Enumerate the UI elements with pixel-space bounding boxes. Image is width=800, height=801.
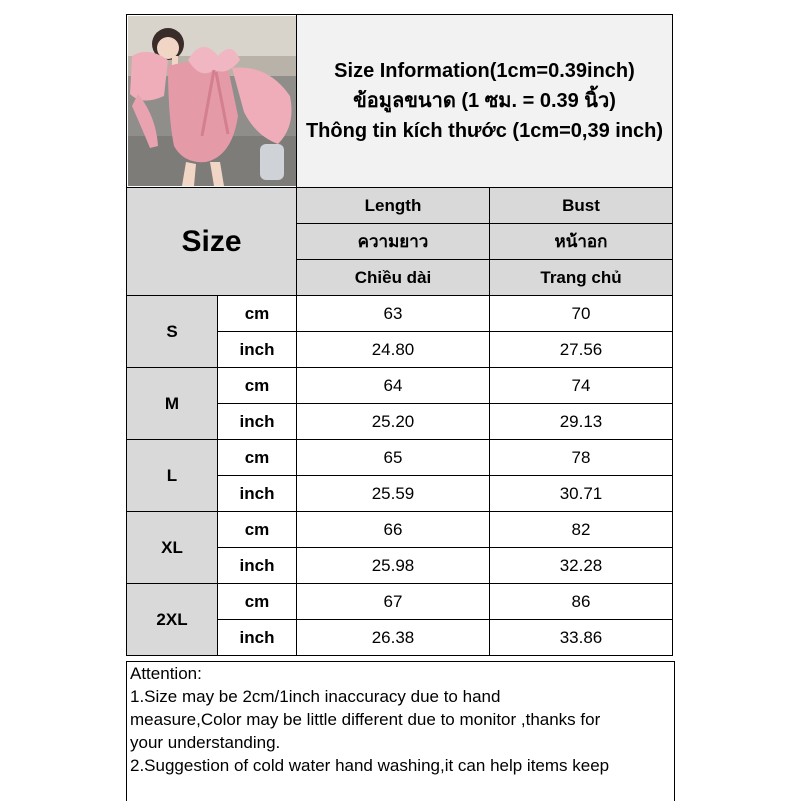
info-line-vietnamese: Thông tin kích thước (1cm=0,39 inch) — [305, 120, 664, 142]
attention-notes — [126, 661, 675, 801]
unit-inch: inch — [218, 548, 297, 584]
l-length-cm: 65 — [297, 440, 490, 476]
unit-inch: inch — [218, 404, 297, 440]
s-bust-inch: 27.56 — [490, 332, 673, 368]
notes-line: measure,Color may be little different due to monitor ,thanks for — [130, 710, 601, 729]
size-label-m: M — [127, 368, 218, 440]
notes-line: your understanding. — [130, 733, 281, 752]
notes-heading: Attention: — [130, 664, 202, 683]
xl-length-cm: 66 — [297, 512, 490, 548]
size-column-header: Size — [127, 188, 297, 296]
size-label-xl: XL — [127, 512, 218, 584]
l-length-inch: 25.59 — [297, 476, 490, 512]
model-in-pink-dress-image — [128, 16, 296, 186]
size-information-header — [297, 15, 673, 188]
bust-header-en: Bust — [490, 188, 673, 224]
size-table — [126, 14, 673, 656]
s-length-cm: 63 — [297, 296, 490, 332]
product-photo — [128, 16, 296, 186]
size-label-l: L — [127, 440, 218, 512]
info-line-thai: ข้อมูลขนาด (1 ซม. = 0.39 นิ้ว) — [353, 90, 616, 112]
s-length-inch: 24.80 — [297, 332, 490, 368]
notes-line: 1.Size may be 2cm/1inch inaccuracy due to hand — [130, 687, 501, 706]
l-bust-inch: 30.71 — [490, 476, 673, 512]
bust-header-th: หน้าอก — [490, 224, 673, 260]
product-photo-cell — [127, 15, 297, 188]
m-length-inch: 25.20 — [297, 404, 490, 440]
m-bust-inch: 29.13 — [490, 404, 673, 440]
2xl-length-inch: 26.38 — [297, 620, 490, 656]
unit-inch: inch — [218, 620, 297, 656]
s-bust-cm: 70 — [490, 296, 673, 332]
length-header-th: ความยาว — [297, 224, 490, 260]
unit-cm: cm — [218, 296, 297, 332]
unit-cm: cm — [218, 512, 297, 548]
unit-inch: inch — [218, 332, 297, 368]
size-label-2xl: 2XL — [127, 584, 218, 656]
unit-cm: cm — [218, 584, 297, 620]
xl-bust-cm: 82 — [490, 512, 673, 548]
notes-line: 2.Suggestion of cold water hand washing,it can help items keep — [130, 756, 610, 775]
unit-cm: cm — [218, 440, 297, 476]
m-length-cm: 64 — [297, 368, 490, 404]
2xl-length-cm: 67 — [297, 584, 490, 620]
bust-header-vi: Trang chủ — [490, 260, 673, 296]
length-header-vi: Chiều dài — [297, 260, 490, 296]
unit-cm: cm — [218, 368, 297, 404]
xl-bust-inch: 32.28 — [490, 548, 673, 584]
info-line-english: Size Information(1cm=0.39inch) — [334, 60, 635, 82]
size-chart — [126, 14, 672, 656]
length-header-en: Length — [297, 188, 490, 224]
m-bust-cm: 74 — [490, 368, 673, 404]
xl-length-inch: 25.98 — [297, 548, 490, 584]
size-label-s: S — [127, 296, 218, 368]
2xl-bust-inch: 33.86 — [490, 620, 673, 656]
unit-inch: inch — [218, 476, 297, 512]
2xl-bust-cm: 86 — [490, 584, 673, 620]
l-bust-cm: 78 — [490, 440, 673, 476]
